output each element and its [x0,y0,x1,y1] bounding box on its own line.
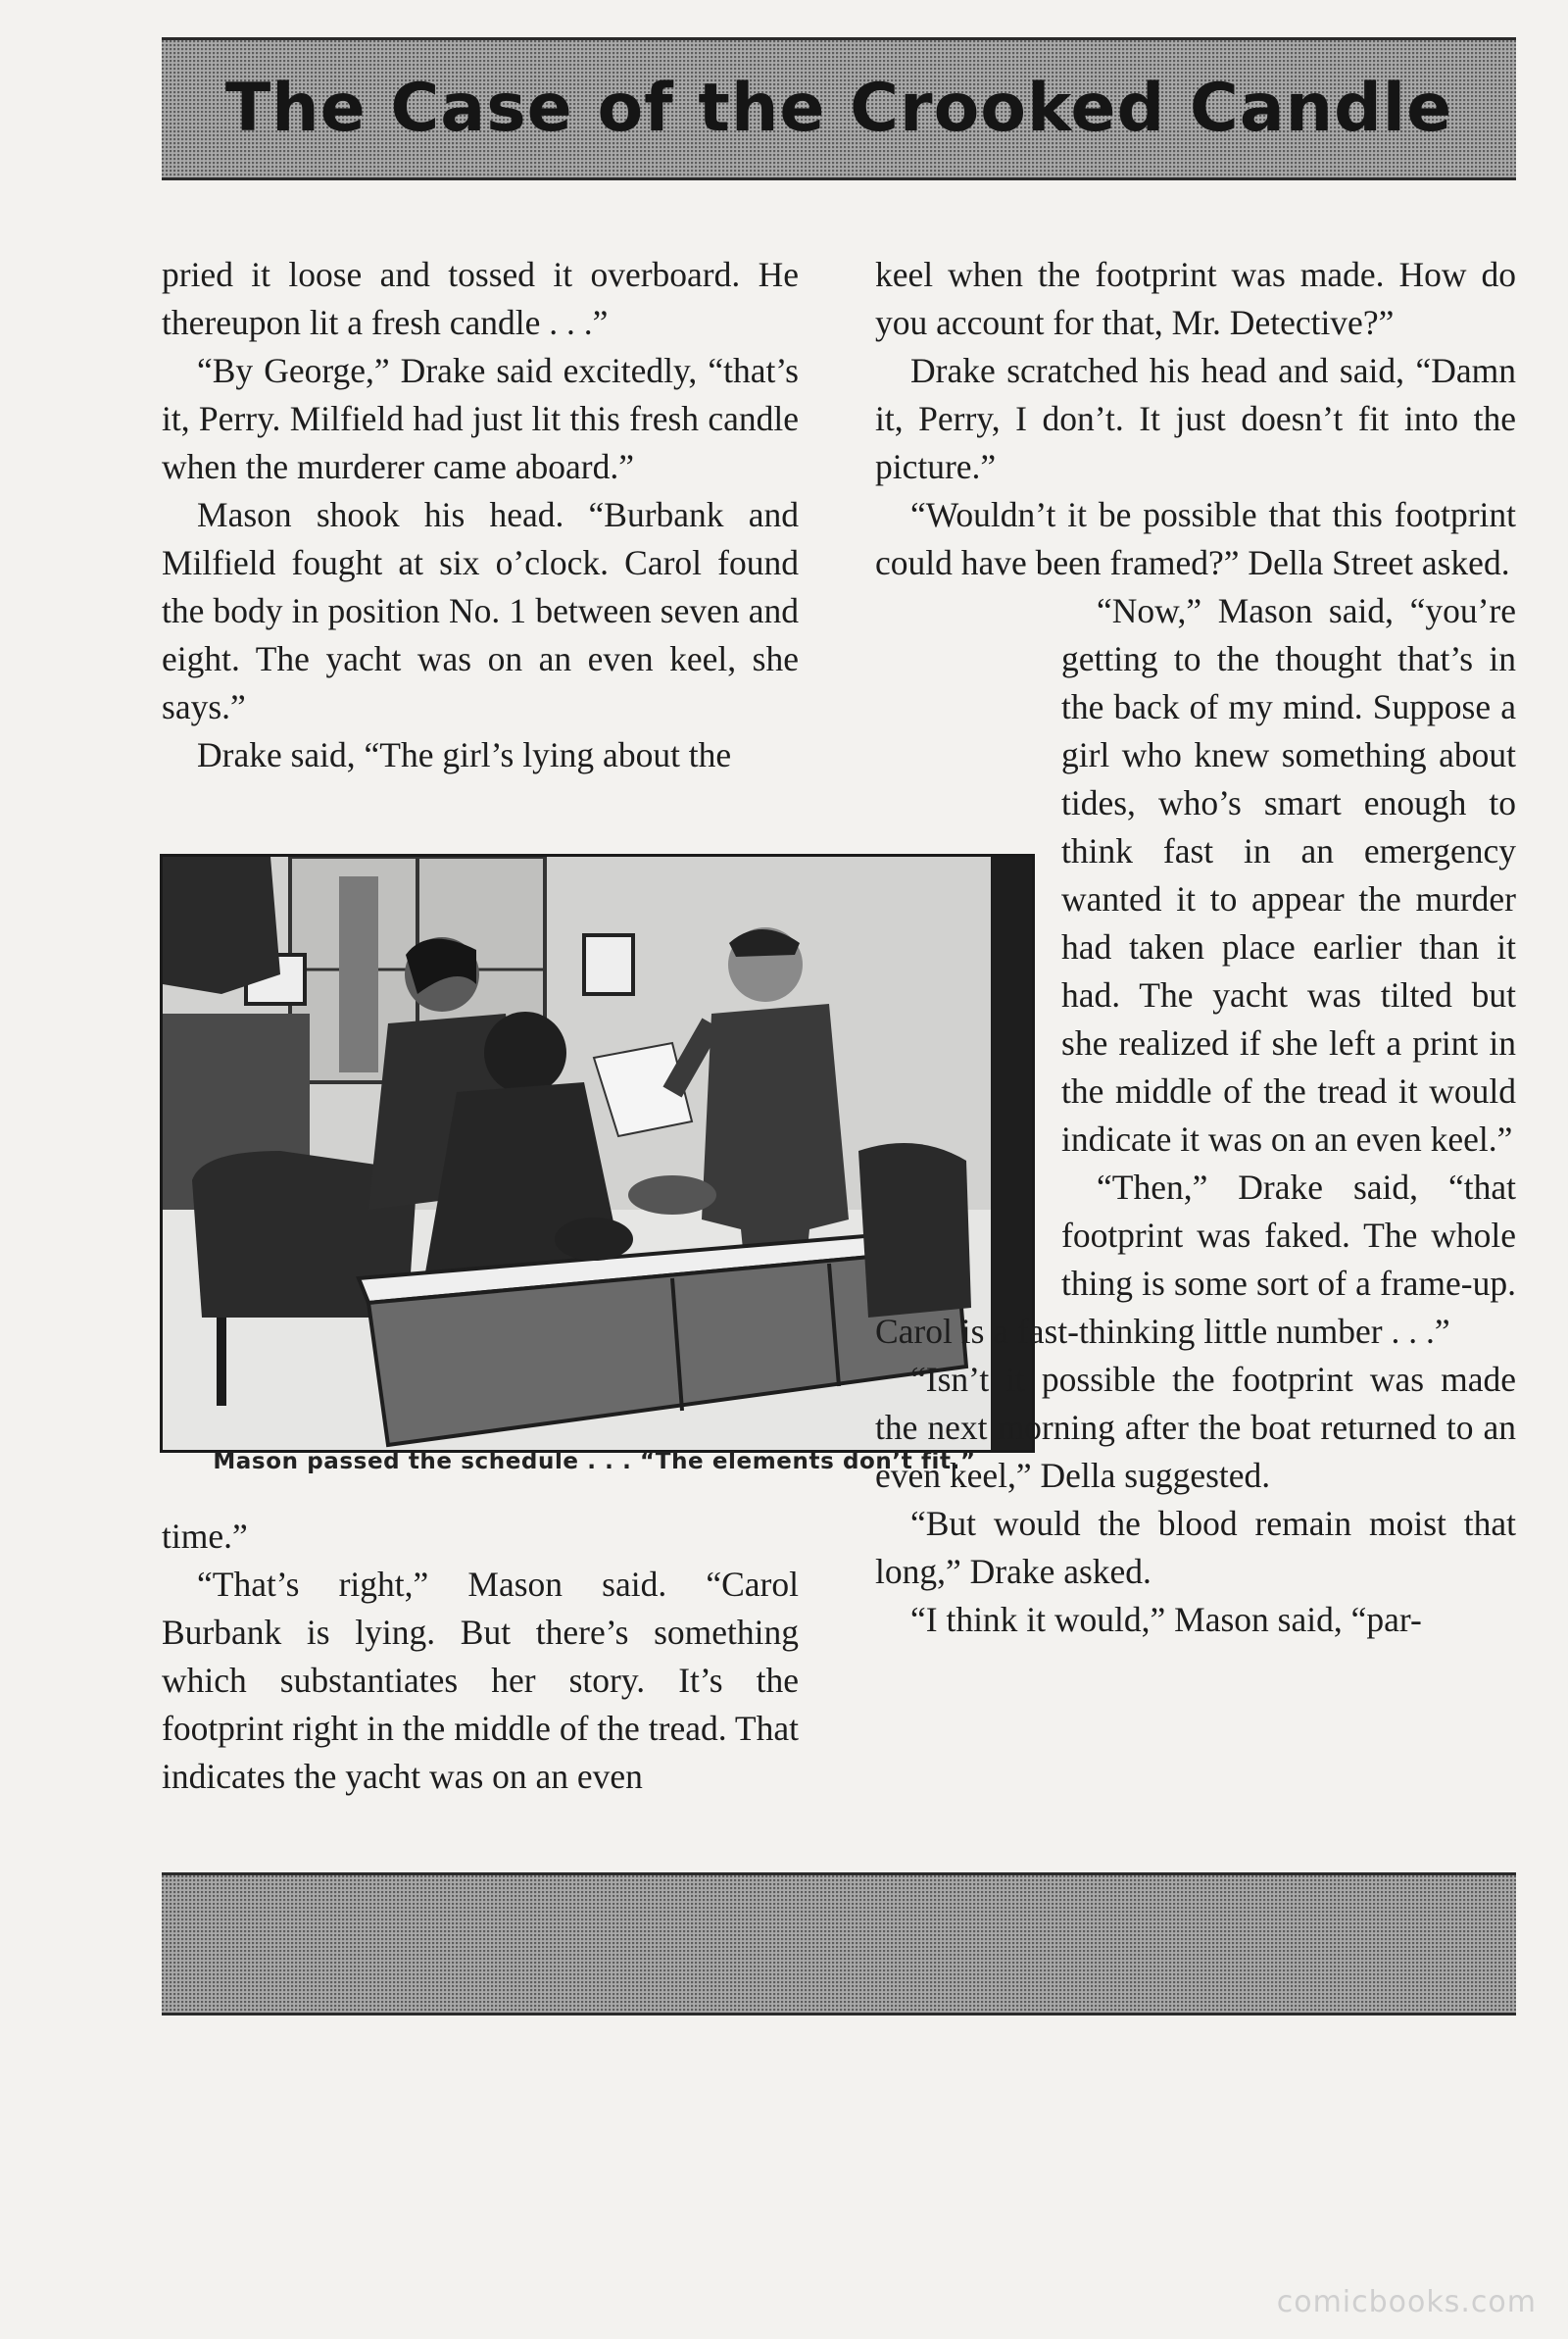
illustration-wrap-space [875,683,1061,1291]
paragraph: “Isn’t it possible the footprint was made the next morning after the boat returned to an even keel,” Della suggested. [875,1360,1516,1495]
bottom-banner [162,1872,1516,2016]
paragraph-text: “Now,” Mason said, “you’re getting to the thought that’s in the back of my mind. Suppose a girl who knew something about tides, who’s smart enough to think fast in an emergency wanted it to appear the murder had taken place earlier than it had. The yacht was tilted but she realized if she left a print in the middle of the tread it would indicate it was on an even keel.” [1061,591,1516,1159]
page-title: The Case of the Crooked Candle [224,70,1453,147]
paragraph: “But would the blood remain moist that long,” Drake asked. [875,1504,1516,1591]
watermark-text: comicbooks.com [1276,2285,1537,2319]
paragraph: “By George,” Drake said excitedly, “that’s it, Perry. Milfield had just lit this fresh candle when the murderer came aboard.” [162,351,799,486]
paragraph: “That’s right,” Mason said. “Carol Burbank is lying. But there’s something which substantiates her story. It’s the footprint right in the middle of the tread. That indicates the yacht was on an even [162,1565,799,1796]
paragraph: Mason shook his head. “Burbank and Milfield fought at six o’clock. Carol found the body in position No. 1 between seven and eight. The yacht was on an even keel, she says.” [162,495,799,726]
title-banner [162,37,1516,180]
left-column-bottom [162,1513,799,1801]
paragraph: time.” [162,1517,248,1556]
paragraph: Drake said, “The girl’s lying about the [197,735,732,774]
paragraph: “I think it would,” Mason said, “par- [910,1600,1422,1639]
paragraph [875,587,1516,1164]
paragraph: pried it loose and tossed it overboard. He thereupon lit a fresh candle . . .” [162,255,799,342]
left-column-top [162,251,799,779]
paragraph: keel when the footprint was made. How do you account for that, Mr. Detective?” [875,255,1516,342]
illustration-caption: Mason passed the schedule . . . “The elements don’t fit.” [213,1449,976,1474]
paragraph: “Wouldn’t it be possible that this footprint could have been framed?” Della Street asked. [875,495,1516,582]
right-column [875,251,1516,1644]
paragraph: Drake scratched his head and said, “Damn it, Perry, I don’t. It just doesn’t fit into the picture.” [875,351,1516,486]
paragraph: “Then,” Drake said, “that footprint was faked. The whole thing is some sort of a frame-up. Carol is a fast-thinking little number . . .” [875,1168,1516,1351]
